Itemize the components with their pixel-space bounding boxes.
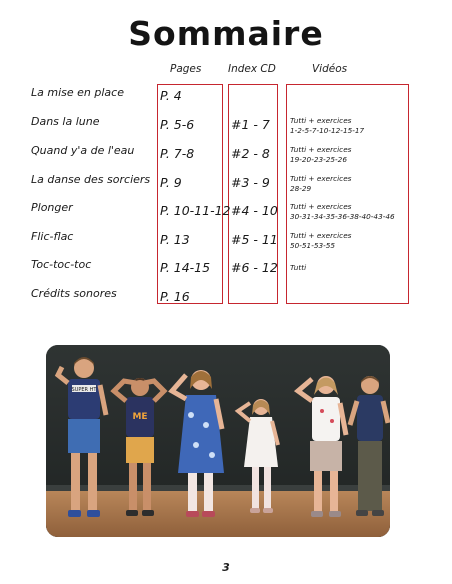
toc-videos-line1: Tutti + exercices — [290, 116, 352, 125]
toc-videos — [290, 116, 364, 136]
toc-videos — [290, 263, 306, 273]
toc-chapter-label: Dans la lune — [31, 115, 100, 128]
toc-videos-line2: 1-2-5-7-10-12-15-17 — [290, 126, 365, 135]
shirt-print-text: ME — [132, 412, 148, 422]
toc-page-ref: P. 7-8 — [160, 146, 195, 161]
toc-cd-index: #2 - 8 — [231, 146, 270, 161]
toc-page-ref: P. 16 — [160, 289, 190, 304]
children-dance-photo — [46, 345, 390, 537]
toc-chapter-label: Crédits sonores — [31, 287, 117, 300]
toc-cd-index: #1 - 7 — [231, 117, 270, 132]
toc-videos — [290, 145, 352, 165]
toc-page-ref: P. 10-11-12 — [160, 203, 231, 218]
column-header-pages: Pages — [170, 63, 202, 75]
toc-videos-line2: 19-20-23-25-26 — [290, 155, 347, 164]
toc-videos — [290, 174, 352, 194]
toc-row — [0, 201, 452, 229]
toc-chapter-label: Flic-flac — [31, 230, 74, 243]
toc-videos — [290, 202, 395, 222]
toc-videos-line1: Tutti + exercices — [290, 231, 352, 240]
toc-page-ref: P. 13 — [160, 232, 190, 247]
toc-chapter-label: La mise en place — [31, 86, 124, 99]
toc-chapter-label: Toc-toc-toc — [31, 258, 92, 271]
toc-chapter-label: La danse des sorciers — [31, 173, 151, 186]
toc-cd-index: #6 - 12 — [231, 260, 278, 275]
toc-videos-line2: 50-51-53-55 — [290, 241, 336, 250]
toc-cd-index: #5 - 11 — [231, 232, 278, 247]
toc-page-ref: P. 9 — [160, 175, 182, 190]
toc-videos-line1: Tutti + exercices — [290, 145, 352, 154]
toc-row — [0, 287, 452, 315]
toc-row — [0, 86, 452, 114]
toc-row — [0, 258, 452, 286]
toc-page-ref: P. 14-15 — [160, 260, 211, 275]
column-header-index-cd: Index CD — [228, 63, 276, 75]
toc-chapter-label: Plonger — [31, 201, 73, 214]
toc-videos — [290, 231, 352, 251]
toc-cd-index: #3 - 9 — [231, 175, 270, 190]
toc-videos-line1: Tutti + exercices — [290, 174, 352, 183]
page-title: Sommaire — [128, 14, 324, 53]
toc-row — [0, 115, 452, 143]
toc-cd-index: #4 - 10 — [231, 203, 278, 218]
toc-page-ref: P. 4 — [160, 88, 182, 103]
toc-videos-line2: 30-31-34-35-36-38-40-43-46 — [290, 212, 395, 221]
toc-row — [0, 173, 452, 201]
page-number: 3 — [222, 561, 230, 574]
toc-videos-line1: Tutti — [290, 263, 307, 272]
shirt-print-text: SUPER HT — [71, 387, 97, 393]
column-header-videos: Vidéos — [312, 63, 348, 75]
toc-row — [0, 144, 452, 172]
toc-chapter-label: Quand y'a de l'eau — [31, 144, 135, 157]
toc-page-ref: P. 5-6 — [160, 117, 195, 132]
toc-row — [0, 230, 452, 258]
toc-videos-line1: Tutti + exercices — [290, 202, 352, 211]
toc-videos-line2: 28-29 — [290, 184, 312, 193]
